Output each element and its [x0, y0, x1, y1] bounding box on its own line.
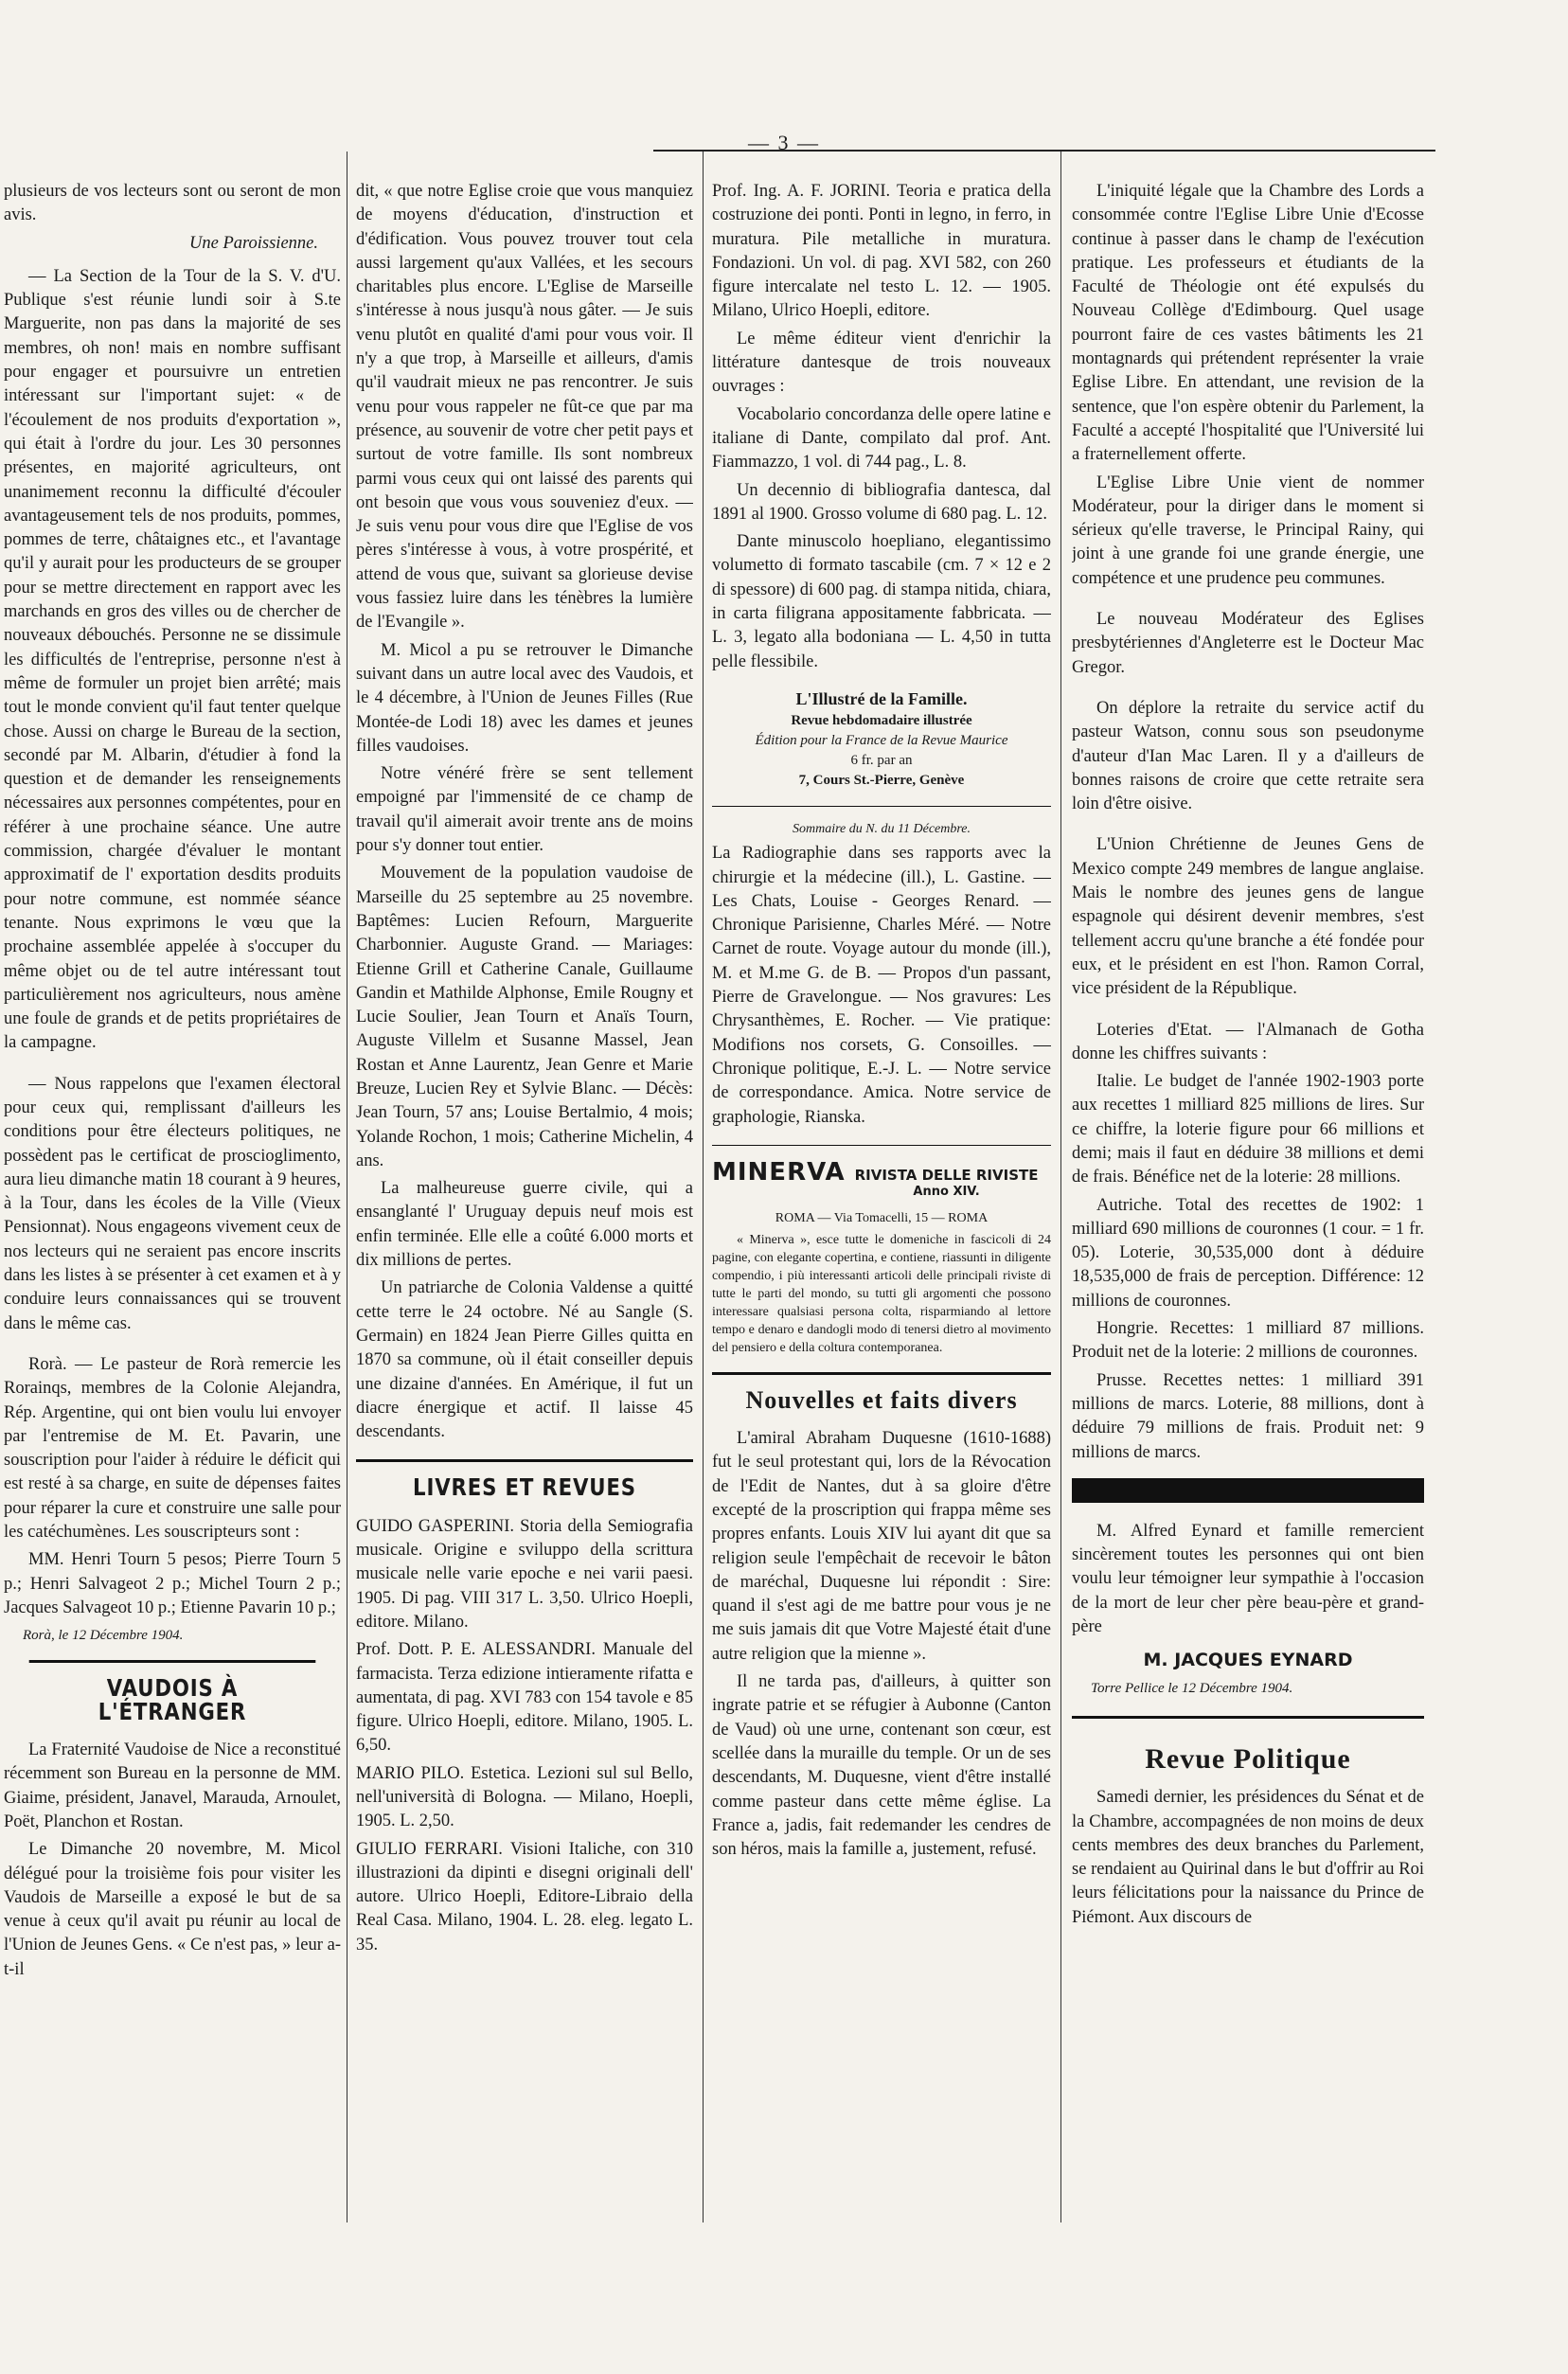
publication-address: 7, Cours St.-Pierre, Genève — [798, 773, 965, 789]
publication-subtitle: Édition pour la France de la Revue Maurice — [755, 733, 1008, 749]
deceased-name: M. JACQUES EYNARD — [1143, 1650, 1353, 1671]
book-entry: GUIDO GASPERINI. Storia della Semiografia musicale. Origine e sviluppo della scrittura musicale nelle varie epoche e nei varii paesi. 1905. Di pag. VIII 317 L. 3,50. Ulrico Hoepli, editore. Milano. — [356, 1516, 693, 1632]
paragraph: Notre vénéré frère se sent tellement empoigné par l'immensité de ce champ de travail qu'il aimerait avoir trente ans de moins pour s'y donner tout entier. — [356, 764, 693, 856]
paragraph: — Nous rappelons que l'examen électoral pour ceux qui, remplissant d'ailleurs les conditions pour être électeurs politiques, ne possèdent pas le certificat de proscioglimento, aura lieu dimanche matin 18 courant à 9 heures, à la Tour, dans les écoles de la Ville (Vieux Pensionnat). Nous engageons vivement ceux de nos lecteurs qui ne seraient pas encore inscrits dans les listes à se présenter à cet examen et à y conduire leurs connaissances qui se trouvent dans le même cas. — [4, 1074, 341, 1333]
paragraph: La Fraternité Vaudoise de Nice a reconstitué récemment son Bureau en la personne de MM. Giaime, président, Janavel, Marauda, Arnoulet, Poët, Planchon et Rostan. — [4, 1740, 341, 1831]
publication-title: L'Illustré de la Famille. — [795, 688, 968, 708]
column-1 — [0, 180, 341, 2298]
book-entry: Vocabolario concordanza delle opere latine e italiane di Dante, compilato dal prof. Ant. Fiammazzo, 1 vol. di 744 pag., L. 8. — [712, 404, 1051, 473]
paragraph: On déplore la retraite du service actif du pasteur Watson, connu sous son pseudonyme d'auteur d'Ian Mac Laren. Il y a d'ailleurs de bonnes raisons de croire que cette retraite sera loin d'être oisive. — [1072, 698, 1424, 814]
paragraph: Hongrie. Recettes: 1 milliard 87 millions. Produit net de la loterie: 2 millions de couronnes. — [1072, 1319, 1424, 1363]
paragraph: MM. Henri Tourn 5 pesos; Pierre Tourn 5 p.; Henri Salvageot 2 p.; Michel Tourn 2 p.; Jacques Salvageot 10 p.; Etienne Pavarin 10 p.; — [4, 1550, 341, 1617]
paragraph: Autriche. Total des recettes de 1902: 1 milliard 690 millions de couronnes (1 cour. = 1 fr. 05). Loterie, 30,535,000 dont à déduire 18,535,000 de frais de perception. Différence: 12 millions de couronnes. — [1072, 1195, 1424, 1311]
publication-subtitle: Revue hebdomadaire illustrée — [791, 713, 972, 729]
book-entry: Prof. Dott. P. E. ALESSANDRI. Manuale del farmacista. Terza edizione intieramente rifatta e aumentata, di pag. XVI 783 con 154 tavole e 85 figure. Ulrico Hoepli, editore. Milano, 1905. L. 6,50. — [356, 1640, 693, 1756]
signature: Une Paroissienne. — [189, 233, 318, 253]
paragraph: Le Dimanche 20 novembre, M. Micol délégué pour la troisième fois pour visiter les Vaudois de Marseille a exposé le but de sa venue à ceux qu'il avait pu réunir au local de l'Union de Jeunes Gens. « Ce n'est pas, » leur a-t-il — [4, 1840, 341, 1979]
book-entry: Un decennio di bibliografia dantesca, dal 1891 al 1900. Grosso volume di 680 pag. L. 12. — [712, 480, 1051, 524]
paragraph: L'iniquité légale que la Chambre des Lords a consommée contre l'Eglise Libre Unie d'Ecosse continue à passer dans le champ de l'exécution pratique. Les professeurs et étudiants de la Faculté de Théologie ont été expulsés du Nouveau Collège d'Edimbourg. Quel usage pourront faire de ces vastes bâtiments les 21 montagnards qui prétendent représenter la vraie Eglise Libre. En attendant, une revision de la sentence, que l'on espère obtenir du Parlement, la Faculté a accepté l'hospitalité que l'Université lui a fraternellement offerte. — [1072, 182, 1424, 465]
publication-price: 6 fr. par an — [850, 753, 913, 769]
paragraph: dit, « que notre Eglise croie que vous manquiez de moyens d'éducation, d'instruction et d'édification. Vous pouvez trouver tout cela aussi largement qu'aux Vallées, et les secours charitables plus encore. L'Eglise de Marseille s'intéresse à nous jusqu'à nous gâter. — Je suis venu plutôt en qualité d'ami pour vous voir. Il n'y a que trop, à Marseille et ailleurs, d'amis qu'il vaudrait mieux ne pas rencontrer. Je suis venu pour vous rappeler ne fût-ce que par ma présence, au souvenir de votre cher petit pays et surtout de votre famille. Ils sont nombreux parmi vous ceux qui ont laissé des parents qui ont besoin que vous vous souveniez d'eux. — Je suis venu pour vous dire que l'Eglise de vos pères s'intéresse à vous, à votre prospérité, et attend de vous que, suivant sa glorieuse devise vous fassiez luire dans les ténèbres la lumière de l'Evangile ». — [356, 182, 693, 633]
paragraph: Samedi dernier, les présidences du Sénat et de la Chambre, accompagnées de non moins de deux cents membres des deux branches du Parlement, se rendaient au Quirinal dans le but d'offrir au Roi leurs félicitations pour la naissance du Prince de Piémont. Aux discours de — [1072, 1788, 1424, 1927]
paragraph: plusieurs de vos lecteurs sont ou seront de mon avis. — [4, 182, 341, 225]
paragraph: Rorà. — Le pasteur de Rorà remercie les Rorainqs, membres de la Colonie Alejandra, Rép. Argentine, qui ont bien voulu lui envoyer par l'entremise de M. Et. Pavarin, une souscription pour l'aider à réduire le déficit qui est resté à sa charge, en suite de dépenses faites pour réparer la cure et construire une salle pour les catéchumènes. Les souscripteurs sont : — [4, 1354, 341, 1543]
paragraph: M. Micol a pu se retrouver le Dimanche suivant dans un autre local avec des Vaudois, et le 4 décembre, à l'Union de Jeunes Filles (Rue Montée-de Lodi 18) avec les dames et jeunes filles vaudoises. — [356, 640, 693, 756]
paragraph: Le même éditeur vient d'enrichir la littérature dantesque de trois nouveaux ouvrages : — [712, 329, 1051, 397]
paragraph: Le nouveau Modérateur des Eglises presbytériennes d'Angleterre est le Docteur Mac Gregor. — [1072, 610, 1424, 677]
column-4 — [1072, 180, 1424, 2298]
paragraph: « Minerva », esce tutte le domeniche in fascicoli di 24 pagine, con elegante copertina, e contiene, riassunti in diligente compendio, i più interessanti articoli delle principali riviste di tutte le parti del mondo, su tutti gli argomenti che possono interessare qualsiasi persona colta, risparmiando al lettore tempo e denaro e dandogli modo di tenersi dietro al movimento del pensiero e della coltura contemporanea. — [712, 1232, 1051, 1355]
paragraph: — La Section de la Tour de la S. V. d'U. Publique s'est réunie lundi soir à S.te Marguerite, non pas dans la majorité de ses membres, oh non! mais en nombre suffisant pour engager et poursuivre un entretien intéressant sur l'important sujet: « de l'écoulement de nos produits d'exportation », qui était à l'ordre du jour. Les 30 personnes présentes, en majorité agriculteurs, ont unanimement reconnu la difficulté d'écouler avantageusement tels de nos produits, pommes, pommes de terre, châtaignes etc., et l'avantage qu'il y aurait pour les producteurs de se grouper pour se mettre directement en rapport avec les marchands en gros des villes ou de chercher de nouveaux débouchés. Personne ne se dissimule les difficultés de l'entreprise, personne n'est à même de formuler un projet bien arrêté; mais tout le monde convient qu'il faut tenter quelque chose. Aussi on charge le Bureau de la section, secondé par M. Albarin, d'étudier à fond la question et de demander les renseignements nécessaires aux personnes compétentes, pour en référer à une prochaine séance. Une autre commission, chargée d'évaluer le montant approximatif de l' exportation desdits produits pour notre commune, est nommée séance tenante. Nous exprimons le vœu que la prochaine assemblée appelée à s'occuper du même objet ou de tel autre intéressant tout particulièrement nos agriculteurs, nous amène une foule de grands et de petits propriétaires de la campagne. — [4, 266, 341, 1053]
dateline: Torre Pellice le 12 Décembre 1904. — [1091, 1680, 1293, 1696]
paragraph: L'amiral Abraham Duquesne (1610-1688) fut le seul protestant qui, lors de la Révocation de l'Edit de Nantes, dut à sa gloire d'être excepté de la proscription qui frappa même ses propres enfants. Louis XIV lui ayant dit que sa religion seule l'empêchait de recevoir le bâton de maréchal, Duquesne lui répondit : Sire: quand il s'est agi de me battre pour vous je ne me suis jamais dit que Votre Majesté était d'une autre religion que la mienne ». — [712, 1429, 1051, 1664]
book-entry: Dante minuscolo hoepliano, elegantissimo volumetto di formato tascabile (cm. 7 × 12 e 2 di spessore) di 600 pag. di stampa nitida, chiara, in carta filigrana appositamente fabbricata. — L. 3, legato alla bodoniana — L. 4,50 in tutta pelle flessibile. — [712, 532, 1051, 671]
section-heading: Revue Politique — [1145, 1742, 1351, 1775]
paragraph: Prusse. Recettes nettes: 1 milliard 391 millions de marcs. Loterie, 88 millions, dont à déduire 79 millions de frais. Produit net: 9 millions de marcs. — [1072, 1370, 1424, 1462]
mourning-bar — [1072, 1478, 1424, 1503]
section-heading: LIVRES ET REVUES — [413, 1473, 636, 1502]
book-entry: MARIO PILO. Estetica. Lezioni sul sul Bello, nell'università di Bologna. — Milano, Hoepli, 1905. L. 2,50. — [356, 1763, 693, 1831]
paragraph: Mouvement de la population vaudoise de Marseille du 25 septembre au 25 novembre. Baptêmes: Lucien Refourn, Marguerite Charbonnier. Auguste Grand. — Mariages: Etienne Grill et Catherine Canale, Guillaume Gandin et Mathilde Alphonse, Emile Rougny et Lucie Soulier, Jean Tourn et Anaïs Tourn, Auguste Villelm et Susanne Massel, Jean Rostan et Anne Laurentz, Jean Genre et Marie Breuze, Lucien Rey et Sylvie Blanc. — Décès: Jean Tourn, 57 ans; Louise Bertalmio, 4 mois; Yolande Rochon, 1 mois; Catherine Michelin, 4 ans. — [356, 864, 693, 1170]
column-2 — [356, 180, 693, 2298]
book-entry: Prof. Ing. A. F. JORINI. Teoria e pratica della costruzione dei ponti. Ponti in legno, in ferro, in muratura. Pile metalliche in muratura. Fondazioni. Un vol. di pag. XVI 582, con 260 figure intercalate nel testo L. 12. — 1905. Milano, Ulrico Hoepli, editore. — [712, 182, 1051, 321]
paragraph: Italie. Le budget de l'année 1902-1903 porte aux recettes 1 milliard 825 millions de lires. Sur ce chiffre, la loterie figure pour 66 millions et demi; mais il faut en déduire 38 millions et demi de frais. Bénéfice net de la loterie: 28 millions. — [1072, 1072, 1424, 1187]
column-3 — [712, 180, 1051, 2298]
paragraph: M. Alfred Eynard et famille remercient sincèrement toutes les personnes qui ont bien voulu leur témoigner leur sympathie à l'occasion de la mort de leur cher père beau-père et grand-père — [1072, 1521, 1424, 1637]
paragraph: Il ne tarda pas, d'ailleurs, à quitter son ingrate patrie et se réfugier à Aubonne (Canton de Vaud) où une urne, contenant son cœur, est scellée dans la muraille du temple. Or un de ses descendants, M. Duquesne, vient d'être installé comme pasteur dans cette même église. La France a, jadis, fait redemander les cendres de son héros, mais la famille a, justement, refusé. — [712, 1672, 1051, 1860]
paragraph: La malheureuse guerre civile, qui a ensanglanté l' Uruguay depuis neuf mois est enfin terminée. Elle elle a coûté 6.000 morts et dix millions de pertes. — [356, 1179, 693, 1271]
section-heading: VAUDOIS À L'ÉTRANGER — [29, 1660, 316, 1724]
minerva-address: ROMA — Via Tomacelli, 15 — ROMA — [775, 1210, 989, 1225]
minerva-masthead — [712, 1157, 1051, 1200]
minerva-logo: MINERVA — [712, 1157, 846, 1187]
dateline: Rorà, le 12 Décembre 1904. — [23, 1628, 184, 1644]
paragraph: Loteries d'Etat. — l'Almanach de Gotha donne les chiffres suivants : — [1072, 1020, 1424, 1063]
paragraph: L'Union Chrétienne de Jeunes Gens de Mexico compte 249 membres de langue anglaise. Mais le nombre des jeunes gens de langue espagnole qui désirent devenir membres, s'est tellement accru qu'une branche a été fondée pour eux, et le président en est l'hon. Ramon Corral, vice président de la République. — [1072, 835, 1424, 999]
minerva-subtitle: RIVISTA DELLE RIVISTE Anno XIV. — [854, 1166, 1039, 1199]
column-rule — [703, 152, 704, 2222]
book-entry: GIULIO FERRARI. Visioni Italiche, con 310 illustrazioni da dipinti e disegni originali dell' autore. Ulrico Hoepli, Editore-Libraio della Real Casa. Milano, 1904. L. 28. eleg. legato L. 35. — [356, 1839, 693, 1955]
header-rule — [653, 150, 1435, 152]
paragraph: Un patriarche de Colonia Valdense a quitté cette terre le 24 octobre. Né au Sangle (S. Germain) en 1824 Jean Pierre Gilles quitta en 1870 sa commune, où il était conseiller depuis une dizaine d'années. En Amérique, il fut un diacre énergique et actif. Il laisse 45 descendants. — [356, 1278, 693, 1442]
section-heading: Nouvelles et faits divers — [745, 1385, 1018, 1414]
page-number: — 3 — — [748, 131, 820, 154]
paragraph: L'Eglise Libre Unie vient de nommer Modérateur, pour la diriger dans le moment si sérieux qu'elle traverse, le Principal Rainy, qui joint à une grande foi une grande énergie, une compétence et une prudence peu communes. — [1072, 473, 1424, 588]
column-rule — [1060, 152, 1061, 2222]
sommaire-heading: Sommaire du N. du 11 Décembre. — [792, 822, 971, 837]
paragraph: La Radiographie dans ses rapports avec la chirurgie et la médecine (ill.), L. Gastine. — Les Chats, Louise - Georges Renard. — Chronique Parisienne, Charles Méré. — Notre Carnet de route. Voyage autour du monde (ill.), M. et M.me G. de B. — Propos d'un passant, Pierre de Gravelongue. — Nos gravures: Les Chrysanthèmes, E. Rocher. — Vie pratique: Modifions nos corsets, G. Consoilles. — Chronique politique, E.-J. L. — Notre service de correspondance. Amica. Notre service de graphologie, Rianska. — [712, 844, 1051, 1127]
